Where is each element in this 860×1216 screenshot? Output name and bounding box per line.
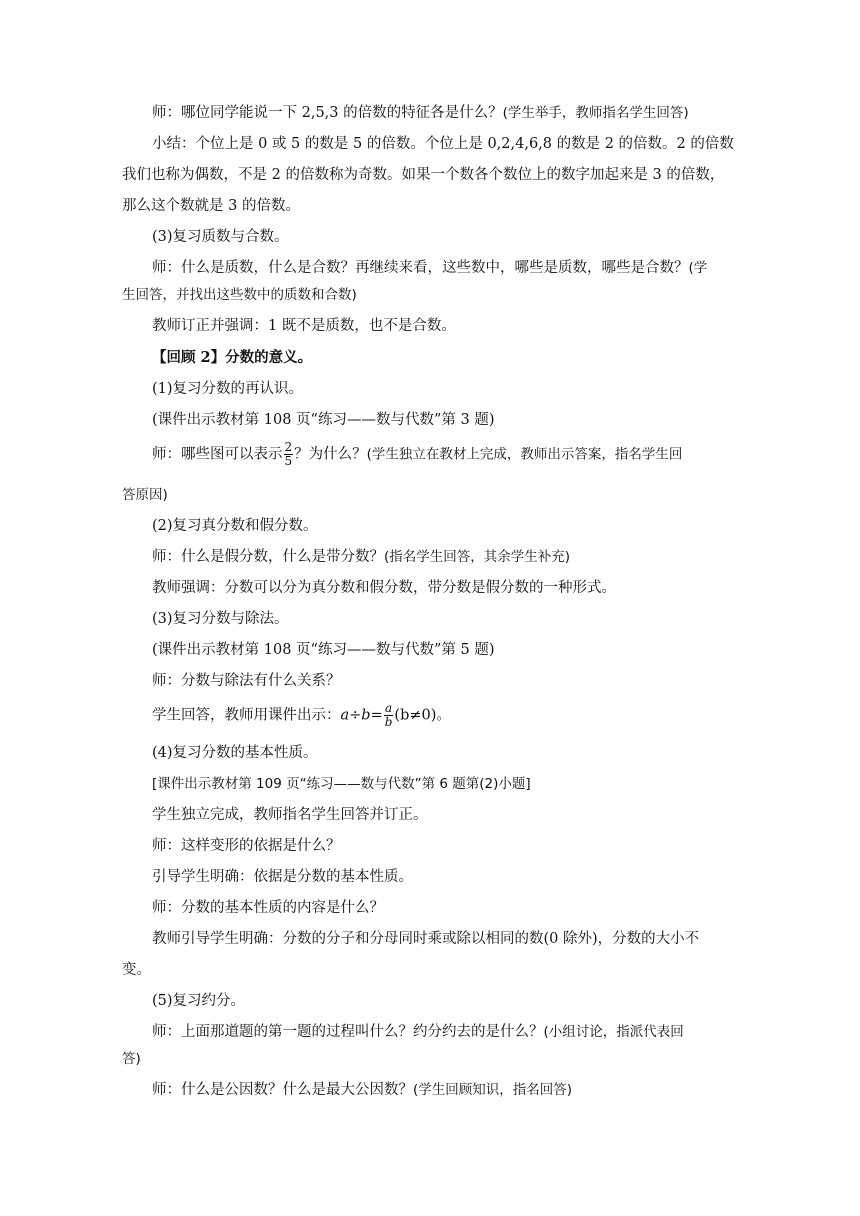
text: 学生独立完成，教师指名学生回答并订正。 xyxy=(152,807,428,823)
note: (学生举手，教师指名学生回答) xyxy=(502,105,689,121)
note: (学生独立在教材上完成，教师出示答案，指名学生回 xyxy=(366,446,683,463)
line-review-fraction-division xyxy=(152,606,772,632)
line-guide-property-1 xyxy=(152,926,772,952)
denominator: b xyxy=(384,715,393,729)
note: (学 xyxy=(688,260,708,276)
text: 小结：个位上是 0 或 5 的数是 5 的倍数。个位上是 0,2,4,6,8 的数是 2 的倍数。2 的倍数 xyxy=(152,136,734,152)
text: 那么这个数就是 3 的倍数。 xyxy=(122,198,300,214)
line-guide-property-2 xyxy=(122,957,742,983)
text: (5)复习约分。 xyxy=(152,993,246,1009)
text: 我们也称为偶数，不是 2 的倍数称为奇数。如果一个数各个数位上的数字加起来是 3 的倍数， xyxy=(122,167,725,183)
line-which-figures-cont xyxy=(122,482,742,508)
line-formula xyxy=(152,702,772,729)
line-teacher-division-question xyxy=(152,668,772,694)
line-teacher-emphasis-1 xyxy=(152,313,772,339)
text: 师：哪位同学能说一下 2,5,3 的倍数的特征各是什么？ xyxy=(152,105,503,121)
text: 引导学生明确：依据是分数的基本性质。 xyxy=(152,869,413,885)
line-teacher-common-factor xyxy=(152,1077,772,1103)
note: 答) xyxy=(122,1051,141,1067)
text: 师：上面那道题的第一题的过程叫什么？约分约去的是什么？ xyxy=(152,1024,544,1040)
line-review-basic-property xyxy=(152,740,772,766)
text: 学生回答，教师用课件出示： xyxy=(152,707,341,724)
note: 答原因) xyxy=(122,487,168,503)
text: (3)复习质数与合数。 xyxy=(152,229,289,245)
line-summary-3 xyxy=(122,193,742,219)
line-teacher-prime-question xyxy=(152,255,772,281)
formula-part: (b≠0)。 xyxy=(394,707,451,724)
line-teacher-question-multiples xyxy=(152,100,772,126)
text: 师：什么是假分数，什么是带分数？ xyxy=(152,549,384,565)
note: (学生回顾知识，指名回答) xyxy=(413,1082,573,1098)
text: 师：哪些图可以表示 xyxy=(152,446,283,463)
text: 师：分数与除法有什么关系？ xyxy=(152,673,341,689)
line-teacher-improper-question xyxy=(152,544,772,570)
note: (小组讨论，指派代表回 xyxy=(543,1024,684,1040)
line-review-reduction xyxy=(152,988,772,1014)
line-students-complete xyxy=(152,802,772,828)
line-summary-1 xyxy=(152,131,772,157)
line-teacher-basis-question xyxy=(152,833,772,859)
note: 生回答，并找出这些数中的质数和合数) xyxy=(122,287,357,303)
text: 变。 xyxy=(122,962,151,978)
line-teacher-reduction-question xyxy=(152,1019,772,1045)
text: (2)复习真分数和假分数。 xyxy=(152,518,318,534)
line-courseware-p109-q6 xyxy=(152,771,772,797)
text: (4)复习分数的基本性质。 xyxy=(152,745,318,761)
text: 教师引导学生明确：分数的分子和分母同时乘或除以相同的数(0 除外)，分数的大小不 xyxy=(152,931,700,947)
text: 师：分数的基本性质的内容是什么？ xyxy=(152,900,384,916)
line-summary-2 xyxy=(122,162,742,188)
line-review-fraction-meaning xyxy=(152,376,772,402)
text: 师：什么是质数，什么是合数？再继续来看，这些数中，哪些是质数，哪些是合数？ xyxy=(152,260,689,276)
note: (指名学生回答，其余学生补充) xyxy=(384,549,571,565)
line-courseware-p108-q5 xyxy=(152,637,772,663)
text: 教师强调：分数可以分为真分数和假分数，带分数是假分数的一种形式。 xyxy=(152,580,616,596)
text: 师：什么是公因数？什么是最大公因数？ xyxy=(152,1082,413,1098)
heading: 【回顾 2】分数的意义。 xyxy=(152,349,313,366)
fraction-a-over-b xyxy=(384,702,394,729)
line-guide-basis xyxy=(152,864,772,890)
text: (课件出示教材第 108 页“练习——数与代数”第 3 题) xyxy=(152,412,495,428)
text: 师：这样变形的依据是什么？ xyxy=(152,838,341,854)
text: (课件出示教材第 108 页“练习——数与代数”第 5 题) xyxy=(152,642,495,658)
text: (3)复习分数与除法。 xyxy=(152,611,289,627)
line-prime-note-cont xyxy=(122,282,742,308)
line-review-proper-improper xyxy=(152,513,772,539)
line-reduction-note-cont xyxy=(122,1046,742,1072)
text: ？为什么？ xyxy=(294,446,367,463)
fraction-two-fifths xyxy=(284,441,294,468)
note: [课件出示教材第 109 页“练习——数与代数”第 6 题第(2)小题] xyxy=(152,776,531,792)
section-heading-review-2 xyxy=(152,345,772,371)
text: (1)复习分数的再认识。 xyxy=(152,381,304,397)
numerator: 2 xyxy=(284,440,293,454)
line-teacher-property-question xyxy=(152,895,772,921)
formula-part: a÷b= xyxy=(340,707,383,724)
line-courseware-p108-q3 xyxy=(152,407,772,433)
numerator: a xyxy=(385,701,393,715)
line-review-prime xyxy=(152,224,772,250)
denominator: 5 xyxy=(284,454,293,468)
line-teacher-emphasis-2 xyxy=(152,575,772,601)
text: 教师订正并强调：1 既不是质数，也不是合数。 xyxy=(152,318,456,334)
line-which-figures xyxy=(152,441,772,468)
